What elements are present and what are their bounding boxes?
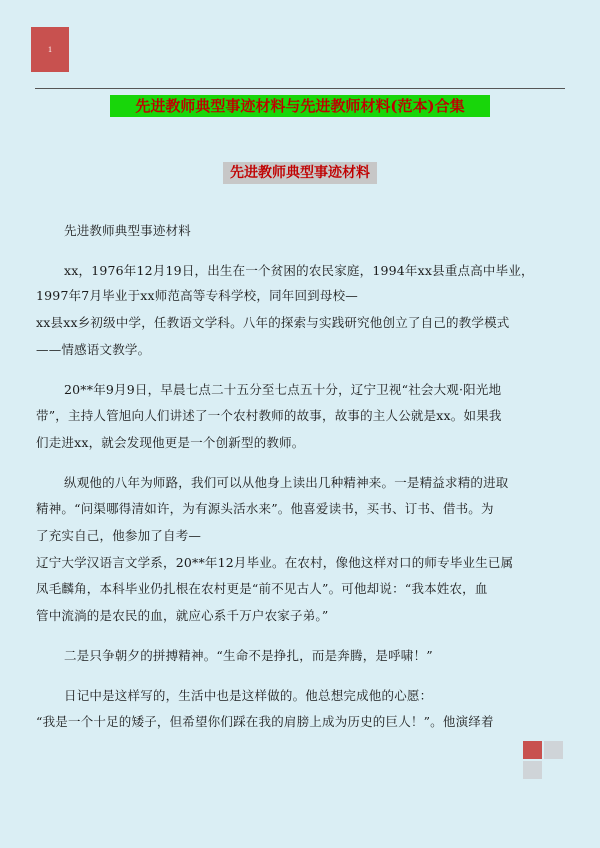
text-line: 20**年9月9日，早晨七点二十五分至七点五十分，辽宁卫视“社会大观·阳光地	[64, 382, 502, 397]
text-line: xx县xx乡初级中学，任教语文学科。八年的探索与实践研究他创立了自己的教学模式	[36, 315, 510, 330]
decor-square-red	[523, 741, 542, 759]
text-line: 日记中是这样写的，生活中也是这样做的。他总想完成他的心愿：	[64, 688, 433, 703]
text-line: 了充实自己，他参加了自考—	[36, 528, 202, 543]
text-line: 纵观他的八年为师路，我们可以从他身上读出几种精神来。一是精益求精的进取	[64, 475, 509, 490]
text-line: 带”，主持人管旭向人们讲述了一个农村教师的故事，故事的主人公就是xx。如果我	[36, 408, 502, 423]
text-line: 凤毛麟角，本科毕业仍扎根在农村更是“前不见古人”。可他却说：“我本姓农，血	[36, 581, 488, 596]
text-line: 1997年7月毕业于xx师范高等专科学校，同年回到母校—	[36, 288, 358, 303]
section-title: 先进教师典型事迹材料	[223, 162, 377, 184]
text-line: ——情感语文教学。	[36, 342, 151, 357]
header-rule	[35, 88, 565, 89]
text-line: 管中流淌的是农民的血，就应心系千万户农家子弟。”	[36, 608, 329, 623]
document-title: 先进教师典型事迹材料与先进教师材料(范本)合集	[110, 95, 490, 117]
text-line: 二是只争朝夕的拼搏精神。“生命不是挣扎，而是奔腾，是呼啸！”	[64, 648, 433, 663]
text-line: 辽宁大学汉语言文学系，20**年12月毕业。在农村，像他这样对口的师专毕业生已属	[36, 555, 514, 570]
text-line: xx，1976年12月19日，出生在一个贫困的农民家庭，1994年xx县重点高中毕业，	[64, 263, 534, 278]
text-line: 精神。“问渠哪得清如许，为有源头活水来”。他喜爱读书，买书、订书、借书。为	[36, 501, 494, 516]
page-number-badge: 1	[31, 27, 69, 72]
decor-square-grey	[523, 761, 542, 779]
text-line: “我是一个十足的矮子，但希望你们踩在我的肩膀上成为历史的巨人！”。他演绎着	[36, 714, 494, 729]
text-line: 们走进xx，就会发现他更是一个创新型的教师。	[36, 435, 305, 450]
text-line: 先进教师典型事迹材料	[64, 223, 192, 238]
decor-square-grey	[544, 741, 563, 759]
